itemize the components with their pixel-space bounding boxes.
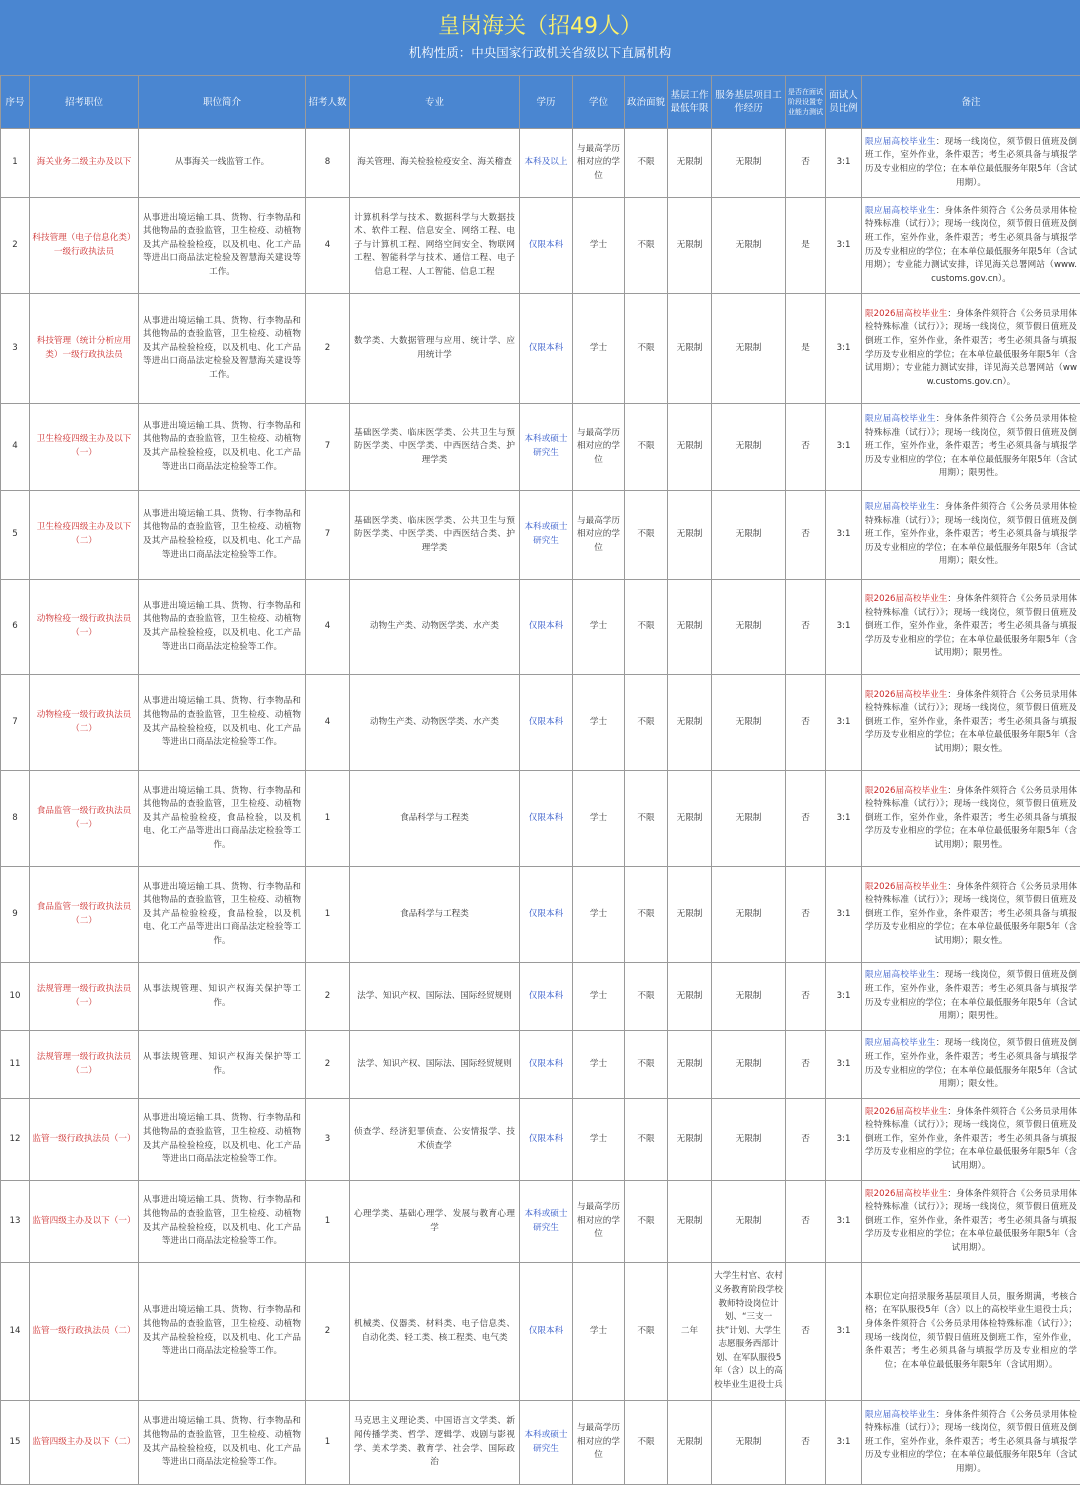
cell-position: 科技管理（电子信息化类）一级行政执法员 (30, 198, 139, 294)
cell-ratio: 3:1 (826, 963, 862, 1031)
cell-count: 2 (306, 1263, 350, 1401)
cell-position: 动物检疫一级行政执法员（一） (30, 580, 139, 675)
cell-no: 7 (1, 675, 30, 771)
note-text: ：身体条件须符合《公务员录用体检特殊标准（试行）》；现场一线岗位，须节假日值班及倒班工作，室外作业，条件艰苦；考生必须具备与填报学历及专业相应的学位；在本单位最低服务年限5年（含试用期）；专业能力测试安排，详见海关总署网站（www.customs.gov.cn）。 (865, 309, 1077, 387)
cell-degree: 学士 (573, 867, 625, 963)
header-no: 序号 (1, 76, 30, 129)
cell-education: 仅限本科 (520, 198, 573, 294)
cell-major: 动物生产类、动物医学类、水产类 (350, 580, 520, 675)
note-prefix: 限应届高校毕业生 (865, 414, 936, 424)
cell-ratio: 3:1 (826, 1031, 862, 1099)
header-test: 是否在面试阶段设置专业能力测试 (786, 76, 826, 129)
cell-position: 卫生检疫四级主办及以下（一） (30, 404, 139, 491)
cell-education: 仅限本科 (520, 294, 573, 404)
table-row (1, 1263, 1080, 1401)
note-prefix: 限应届高校毕业生 (865, 1038, 936, 1048)
cell-note (862, 294, 1080, 404)
cell-ratio: 3:1 (826, 1181, 862, 1263)
cell-service: 大学生村官、农村义务教育阶段学校教师特设岗位计划、“三支一扶”计划、大学生志愿服务西部计划、在军队服役5年（含）以上的高校毕业生退役士兵 (712, 1263, 786, 1401)
cell-note (862, 1263, 1080, 1401)
cell-years: 二年 (668, 1263, 712, 1401)
cell-count: 1 (306, 1401, 350, 1485)
cell-major: 机械类、仪器类、材料类、电子信息类、自动化类、轻工类、核工程类、电气类 (350, 1263, 520, 1401)
cell-count: 2 (306, 294, 350, 404)
cell-position: 法规管理一级行政执法员（一） (30, 963, 139, 1031)
cell-intro: 从事进出境运输工具、货物、行李物品和其他物品的查验监管，卫生检疫、动植物及其产品检验检疫，以及机电、化工产品等进出口商品法定检验等工作。 (139, 1263, 306, 1401)
cell-years: 无限制 (668, 294, 712, 404)
table-row (1, 771, 1080, 867)
cell-education: 仅限本科 (520, 675, 573, 771)
cell-education: 仅限本科 (520, 867, 573, 963)
cell-years: 无限制 (668, 1181, 712, 1263)
cell-no: 14 (1, 1263, 30, 1401)
table-row (1, 1031, 1080, 1099)
cell-intro: 从事进出境运输工具、货物、行李物品和其他物品的查验监管，卫生检疫、动植物及其产品检验检疫，以及机电、化工产品等进出口商品法定检验等工作。 (139, 675, 306, 771)
cell-position: 监管一级行政执法员（一） (30, 1099, 139, 1181)
cell-note (862, 771, 1080, 867)
cell-note (862, 491, 1080, 580)
table-row (1, 1181, 1080, 1263)
cell-count: 7 (306, 404, 350, 491)
note-prefix: 限2026届高校毕业生 (865, 882, 947, 892)
cell-degree: 与最高学历相对应的学位 (573, 404, 625, 491)
header-position: 招考职位 (30, 76, 139, 129)
cell-test: 否 (786, 963, 826, 1031)
cell-position: 监管四级主办及以下（一） (30, 1181, 139, 1263)
cell-service: 无限制 (712, 580, 786, 675)
cell-major: 计算机科学与技术、数据科学与大数据技术、软件工程、信息安全、网络工程、电子与计算机工程、网络空间安全、物联网工程、智能科学与技术、通信工程、电子信息工程、人工智能、信息工程 (350, 198, 520, 294)
cell-major: 食品科学与工程类 (350, 867, 520, 963)
cell-years: 无限制 (668, 1031, 712, 1099)
cell-position: 法规管理一级行政执法员（二） (30, 1031, 139, 1099)
cell-ratio: 3:1 (826, 404, 862, 491)
note-prefix: 限2026届高校毕业生 (865, 1107, 947, 1117)
cell-note (862, 963, 1080, 1031)
cell-degree: 学士 (573, 771, 625, 867)
cell-years: 无限制 (668, 129, 712, 198)
cell-no: 6 (1, 580, 30, 675)
note-text: ：身体条件须符合《公务员录用体检特殊标准（试行）》；现场一线岗位，须节假日值班及倒班工作，室外作业，条件艰苦；考生必须具备与填报学历及专业相应的学位；在本单位最低服务年限5年（含试用期）；限女性。 (865, 690, 1077, 754)
cell-intro: 从事进出境运输工具、货物、行李物品和其他物品的查验监管，卫生检疫、动植物及其产品检验检疫，食品检验，以及机电、化工产品等进出口商品法定检验等工作。 (139, 771, 306, 867)
cell-politics: 不限 (625, 129, 668, 198)
cell-politics: 不限 (625, 404, 668, 491)
cell-note (862, 1401, 1080, 1485)
cell-service: 无限制 (712, 867, 786, 963)
cell-test: 是 (786, 198, 826, 294)
table-row (1, 1099, 1080, 1181)
cell-position: 动物检疫一级行政执法员（二） (30, 675, 139, 771)
note-prefix: 限应届高校毕业生 (865, 206, 936, 216)
cell-position: 科技管理（统计分析应用类）一级行政执法员 (30, 294, 139, 404)
cell-test: 否 (786, 404, 826, 491)
cell-service: 无限制 (712, 1099, 786, 1181)
cell-note (862, 198, 1080, 294)
note-prefix: 限2026届高校毕业生 (865, 1189, 947, 1199)
cell-note (862, 1031, 1080, 1099)
cell-intro: 从事进出境运输工具、货物、行李物品和其他物品的查验监管，卫生检疫、动植物及其产品检验检疫，以及机电、化工产品等进出口商品法定检验及智慧海关建设等工作。 (139, 198, 306, 294)
cell-count: 2 (306, 1031, 350, 1099)
cell-no: 3 (1, 294, 30, 404)
cell-ratio: 3:1 (826, 1401, 862, 1485)
cell-years: 无限制 (668, 867, 712, 963)
cell-note (862, 675, 1080, 771)
note-text: ：身体条件须符合《公务员录用体检特殊标准（试行）》；现场一线岗位，须节假日值班及倒班工作，室外作业，条件艰苦；考生必须具备与填报学历及专业相应的学位；在本单位最低服务年限5年（含试用期）。 (865, 1189, 1077, 1253)
cell-service: 无限制 (712, 294, 786, 404)
cell-count: 3 (306, 1099, 350, 1181)
cell-intro: 从事海关一线监管工作。 (139, 129, 306, 198)
page-subtitle: 机构性质：中央国家行政机关省级以下直属机构 (0, 42, 1080, 64)
note-prefix: 限2026届高校毕业生 (865, 594, 947, 604)
cell-position: 监管四级主办及以下（二） (30, 1401, 139, 1485)
cell-ratio: 3:1 (826, 580, 862, 675)
cell-intro: 从事进出境运输工具、货物、行李物品和其他物品的查验监管，卫生检疫、动植物及其产品检验检疫，以及机电、化工产品等进出口商品法定检验及智慧海关建设等工作。 (139, 294, 306, 404)
note-text: ：身体条件须符合《公务员录用体检特殊标准（试行）》；现场一线岗位，须节假日值班及倒班工作，室外作业，条件艰苦；考生必须具备与填报学历及专业相应的学位；在本单位最低服务年限5年（含试用期）。 (865, 1410, 1077, 1474)
cell-no: 10 (1, 963, 30, 1031)
cell-count: 1 (306, 771, 350, 867)
cell-politics: 不限 (625, 963, 668, 1031)
table-row (1, 867, 1080, 963)
header-count: 招考人数 (306, 76, 350, 129)
cell-no: 9 (1, 867, 30, 963)
cell-note (862, 129, 1080, 198)
note-prefix: 限2026届高校毕业生 (865, 309, 947, 319)
cell-no: 11 (1, 1031, 30, 1099)
note-text: ：身体条件须符合《公务员录用体检特殊标准（试行）》；现场一线岗位，须节假日值班及倒班工作，室外作业，条件艰苦；考生必须具备与填报学历及专业相应的学位；在本单位最低服务年限5年（含试用期）；限女性。 (865, 502, 1077, 566)
note-prefix: 限应届高校毕业生 (865, 1410, 936, 1420)
cell-education: 仅限本科 (520, 580, 573, 675)
cell-years: 无限制 (668, 1401, 712, 1485)
cell-no: 2 (1, 198, 30, 294)
header-education: 学历 (520, 76, 573, 129)
cell-note (862, 1181, 1080, 1263)
cell-degree: 学士 (573, 1263, 625, 1401)
cell-service: 无限制 (712, 963, 786, 1031)
cell-test: 否 (786, 1099, 826, 1181)
note-prefix: 限2026届高校毕业生 (865, 690, 947, 700)
cell-count: 1 (306, 1181, 350, 1263)
cell-politics: 不限 (625, 491, 668, 580)
cell-intro: 从事法规管理、知识产权海关保护等工作。 (139, 1031, 306, 1099)
cell-ratio: 3:1 (826, 198, 862, 294)
cell-major: 马克思主义理论类、中国语言文学类、新闻传播学类、哲学、逻辑学、戏剧与影视学、美术学类、教育学、社会学、国际政治 (350, 1401, 520, 1485)
cell-intro: 从事进出境运输工具、货物、行李物品和其他物品的查验监管，卫生检疫、动植物及其产品检验检疫，以及机电、化工产品等进出口商品法定检验等工作。 (139, 580, 306, 675)
note-prefix: 限应届高校毕业生 (865, 502, 936, 512)
cell-position: 食品监管一级行政执法员（一） (30, 771, 139, 867)
note-text: ：现场一线岗位，须节假日值班及倒班工作，室外作业，条件艰苦；考生必须具备与填报学历及专业相应的学位；在本单位最低服务年限5年（含试用期）。 (865, 137, 1077, 188)
cell-education: 本科或硕士研究生 (520, 1401, 573, 1485)
cell-politics: 不限 (625, 294, 668, 404)
table-row (1, 963, 1080, 1031)
cell-test: 否 (786, 771, 826, 867)
cell-ratio: 3:1 (826, 129, 862, 198)
cell-politics: 不限 (625, 198, 668, 294)
cell-politics: 不限 (625, 675, 668, 771)
cell-education: 本科或硕士研究生 (520, 404, 573, 491)
cell-ratio: 3:1 (826, 294, 862, 404)
cell-politics: 不限 (625, 771, 668, 867)
cell-major: 基础医学类、临床医学类、公共卫生与预防医学类、中医学类、中西医结合类、护理学类 (350, 404, 520, 491)
cell-no: 1 (1, 129, 30, 198)
cell-test: 否 (786, 1031, 826, 1099)
header-degree: 学位 (573, 76, 625, 129)
header-note: 备注 (862, 76, 1080, 129)
cell-service: 无限制 (712, 491, 786, 580)
title-banner (0, 0, 1080, 75)
cell-politics: 不限 (625, 1263, 668, 1401)
table-row (1, 491, 1080, 580)
cell-degree: 学士 (573, 675, 625, 771)
note-text: ：现场一线岗位，须节假日值班及倒班工作，室外作业，条件艰苦；考生必须具备与填报学历及专业相应的学位；在本单位最低服务年限5年（含试用期）；限男性。 (865, 970, 1077, 1021)
cell-major: 法学、知识产权、国际法、国际经贸规则 (350, 1031, 520, 1099)
cell-note (862, 1099, 1080, 1181)
cell-count: 4 (306, 198, 350, 294)
cell-degree: 学士 (573, 1099, 625, 1181)
cell-count: 4 (306, 580, 350, 675)
header-intro: 职位简介 (139, 76, 306, 129)
note-text: ：身体条件须符合《公务员录用体检特殊标准（试行）》；现场一线岗位，须节假日值班及倒班工作，室外作业，条件艰苦；考生必须具备与填报学历及专业相应的学位；在本单位最低服务年限5年（含试用期）；限男性。 (865, 786, 1077, 850)
positions-table (0, 75, 1080, 1485)
cell-education: 仅限本科 (520, 1263, 573, 1401)
cell-no: 12 (1, 1099, 30, 1181)
cell-position: 海关业务二级主办及以下 (30, 129, 139, 198)
table-row (1, 404, 1080, 491)
cell-position: 监管一级行政执法员（二） (30, 1263, 139, 1401)
table-row (1, 1401, 1080, 1485)
cell-degree: 学士 (573, 1031, 625, 1099)
cell-degree: 与最高学历相对应的学位 (573, 491, 625, 580)
cell-degree: 学士 (573, 294, 625, 404)
cell-note (862, 580, 1080, 675)
cell-count: 1 (306, 867, 350, 963)
cell-service: 无限制 (712, 771, 786, 867)
cell-degree: 与最高学历相对应的学位 (573, 1181, 625, 1263)
cell-education: 本科或硕士研究生 (520, 1181, 573, 1263)
cell-politics: 不限 (625, 867, 668, 963)
header-service: 服务基层项目工作经历 (712, 76, 786, 129)
cell-politics: 不限 (625, 580, 668, 675)
note-text: 本职位定向招录服务基层项目人员，服务期满，考核合格；在军队服役5年（含）以上的高校毕业生退役士兵；身体条件须符合《公务员录用体检特殊标准（试行）》；现场一线岗位，须节假日值班及倒班工作，室外作业，条件艰苦；考生必须具备与填报学历及专业相应的学位；在本单位最低服务年限5年（含试用期）。 (865, 1292, 1077, 1370)
cell-position: 卫生检疫四级主办及以下（二） (30, 491, 139, 580)
cell-years: 无限制 (668, 963, 712, 1031)
cell-service: 无限制 (712, 675, 786, 771)
cell-test: 否 (786, 1401, 826, 1485)
cell-test: 否 (786, 129, 826, 198)
note-text: ：身体条件须符合《公务员录用体检特殊标准（试行）》；现场一线岗位，须节假日值班及倒班工作，室外作业，条件艰苦；考生必须具备与填报学历及专业相应的学位；在本单位最低服务年限5年（含试用期）；专业能力测试安排，详见海关总署网站（www.customs.gov.cn）。 (865, 206, 1077, 284)
header-politics: 政治面貌 (625, 76, 668, 129)
cell-no: 15 (1, 1401, 30, 1485)
cell-test: 否 (786, 675, 826, 771)
header-row (1, 76, 1080, 129)
cell-politics: 不限 (625, 1031, 668, 1099)
note-text: ：身体条件须符合《公务员录用体检特殊标准（试行）》；现场一线岗位，须节假日值班及倒班工作，室外作业，条件艰苦；考生必须具备与填报学历及专业相应的学位；在本单位最低服务年限5年（含试用期）；限男性。 (865, 594, 1077, 658)
table-row (1, 198, 1080, 294)
cell-degree: 与最高学历相对应的学位 (573, 129, 625, 198)
cell-ratio: 3:1 (826, 1263, 862, 1401)
cell-major: 海关管理、海关检验检疫安全、海关稽查 (350, 129, 520, 198)
header-major: 专业 (350, 76, 520, 129)
cell-ratio: 3:1 (826, 867, 862, 963)
cell-degree: 学士 (573, 580, 625, 675)
cell-service: 无限制 (712, 1401, 786, 1485)
cell-service: 无限制 (712, 1181, 786, 1263)
cell-service: 无限制 (712, 198, 786, 294)
cell-intro: 从事进出境运输工具、货物、行李物品和其他物品的查验监管，卫生检疫、动植物及其产品检验检疫，以及机电、化工产品等进出口商品法定检验等工作。 (139, 491, 306, 580)
cell-service: 无限制 (712, 1031, 786, 1099)
cell-test: 否 (786, 580, 826, 675)
cell-major: 基础医学类、临床医学类、公共卫生与预防医学类、中医学类、中西医结合类、护理学类 (350, 491, 520, 580)
cell-degree: 学士 (573, 198, 625, 294)
cell-ratio: 3:1 (826, 675, 862, 771)
cell-no: 5 (1, 491, 30, 580)
cell-test: 否 (786, 1263, 826, 1401)
cell-ratio: 3:1 (826, 491, 862, 580)
cell-intro: 从事进出境运输工具、货物、行李物品和其他物品的查验监管，卫生检疫、动植物及其产品检验检疫，以及机电、化工产品等进出口商品法定检验等工作。 (139, 404, 306, 491)
cell-politics: 不限 (625, 1181, 668, 1263)
cell-education: 仅限本科 (520, 963, 573, 1031)
cell-no: 13 (1, 1181, 30, 1263)
cell-intro: 从事进出境运输工具、货物、行李物品和其他物品的查验监管，卫生检疫、动植物及其产品检验检疫，以及机电、化工产品等进出口商品法定检验等工作。 (139, 1181, 306, 1263)
cell-count: 4 (306, 675, 350, 771)
cell-intro: 从事进出境运输工具、货物、行李物品和其他物品的查验监管，卫生检疫、动植物及其产品检验检疫，以及机电、化工产品等进出口商品法定检验等工作。 (139, 1401, 306, 1485)
cell-no: 8 (1, 771, 30, 867)
cell-politics: 不限 (625, 1099, 668, 1181)
cell-years: 无限制 (668, 580, 712, 675)
note-text: ：现场一线岗位，须节假日值班及倒班工作，室外作业，条件艰苦；考生必须具备与填报学历及专业相应的学位；在本单位最低服务年限5年（含试用期）；限女性。 (865, 1038, 1077, 1089)
cell-intro: 从事进出境运输工具、货物、行李物品和其他物品的查验监管，卫生检疫、动植物及其产品检验检疫，食品检验，以及机电、化工产品等进出口商品法定检验等工作。 (139, 867, 306, 963)
cell-degree: 与最高学历相对应的学位 (573, 1401, 625, 1485)
cell-position: 食品监管一级行政执法员（二） (30, 867, 139, 963)
cell-count: 8 (306, 129, 350, 198)
cell-test: 否 (786, 867, 826, 963)
cell-no: 4 (1, 404, 30, 491)
note-prefix: 限应届高校毕业生 (865, 970, 936, 980)
cell-years: 无限制 (668, 675, 712, 771)
cell-major: 动物生产类、动物医学类、水产类 (350, 675, 520, 771)
cell-major: 法学、知识产权、国际法、国际经贸规则 (350, 963, 520, 1031)
cell-degree: 学士 (573, 963, 625, 1031)
cell-education: 仅限本科 (520, 771, 573, 867)
note-prefix: 限2026届高校毕业生 (865, 786, 947, 796)
page-title: 皇岗海关（招49人） (0, 0, 1080, 42)
cell-years: 无限制 (668, 404, 712, 491)
note-text: ：身体条件须符合《公务员录用体检特殊标准（试行）》；现场一线岗位，须节假日值班及倒班工作，室外作业，条件艰苦；考生必须具备与填报学历及专业相应的学位；在本单位最低服务年限5年（含试用期）。 (865, 1107, 1077, 1171)
table-row (1, 294, 1080, 404)
cell-note (862, 404, 1080, 491)
cell-intro: 从事法规管理、知识产权海关保护等工作。 (139, 963, 306, 1031)
cell-test: 是 (786, 294, 826, 404)
cell-count: 2 (306, 963, 350, 1031)
cell-count: 7 (306, 491, 350, 580)
cell-ratio: 3:1 (826, 771, 862, 867)
cell-major: 侦查学、经济犯罪侦查、公安情报学、技术侦查学 (350, 1099, 520, 1181)
header-ratio: 面试人员比例 (826, 76, 862, 129)
note-text: ：身体条件须符合《公务员录用体检特殊标准（试行）》；现场一线岗位，须节假日值班及倒班工作，室外作业，条件艰苦；考生必须具备与填报学历及专业相应的学位；在本单位最低服务年限5年（含试用期）；限男性。 (865, 414, 1077, 478)
cell-politics: 不限 (625, 1401, 668, 1485)
cell-years: 无限制 (668, 771, 712, 867)
cell-note (862, 867, 1080, 963)
table-row (1, 129, 1080, 198)
cell-education: 仅限本科 (520, 1031, 573, 1099)
header-years: 基层工作最低年限 (668, 76, 712, 129)
table-row (1, 580, 1080, 675)
cell-education: 仅限本科 (520, 1099, 573, 1181)
cell-education: 本科或硕士研究生 (520, 491, 573, 580)
cell-education: 本科及以上 (520, 129, 573, 198)
cell-service: 无限制 (712, 129, 786, 198)
cell-ratio: 3:1 (826, 1099, 862, 1181)
cell-years: 无限制 (668, 198, 712, 294)
note-prefix: 限应届高校毕业生 (865, 137, 936, 147)
cell-years: 无限制 (668, 1099, 712, 1181)
note-text: ：身体条件须符合《公务员录用体检特殊标准（试行）》；现场一线岗位，须节假日值班及倒班工作，室外作业，条件艰苦；考生必须具备与填报学历及专业相应的学位；在本单位最低服务年限5年（含试用期）；限女性。 (865, 882, 1077, 946)
cell-major: 数学类、大数据管理与应用、统计学、应用统计学 (350, 294, 520, 404)
cell-years: 无限制 (668, 491, 712, 580)
table-row (1, 675, 1080, 771)
cell-major: 食品科学与工程类 (350, 771, 520, 867)
cell-service: 无限制 (712, 404, 786, 491)
cell-test: 否 (786, 491, 826, 580)
cell-intro: 从事进出境运输工具、货物、行李物品和其他物品的查验监管，卫生检疫、动植物及其产品检验检疫，以及机电、化工产品等进出口商品法定检验等工作。 (139, 1099, 306, 1181)
cell-test: 否 (786, 1181, 826, 1263)
cell-major: 心理学类、基础心理学、发展与教育心理学 (350, 1181, 520, 1263)
